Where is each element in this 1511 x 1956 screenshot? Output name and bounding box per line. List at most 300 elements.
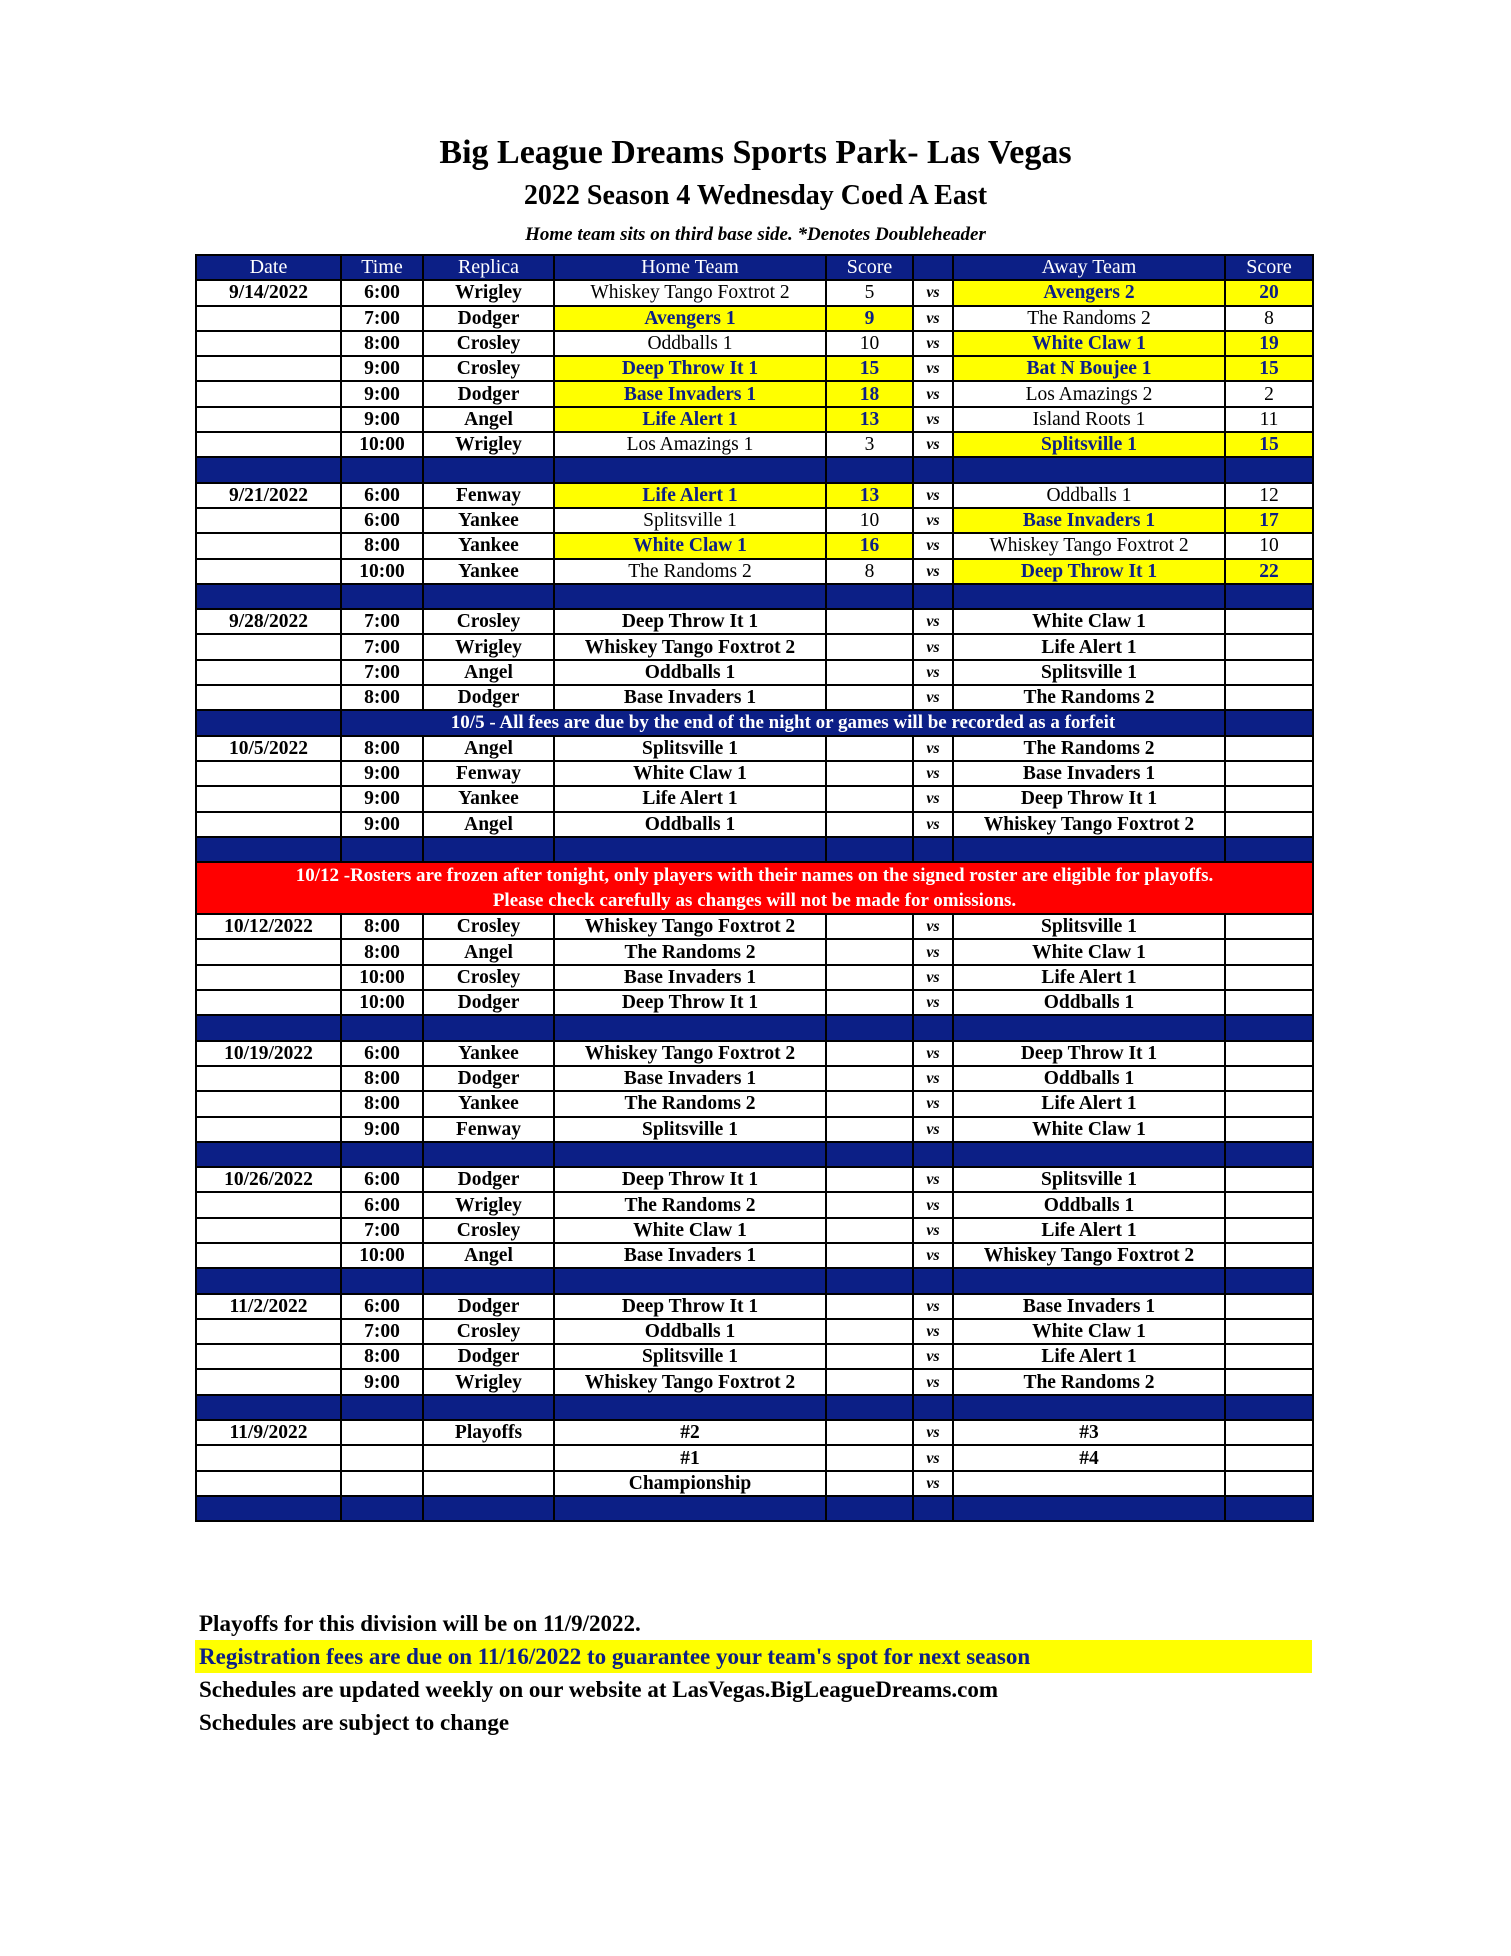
- vs-label: vs: [913, 306, 953, 331]
- home-team: Whiskey Tango Foxtrot 2: [554, 914, 826, 939]
- separator-cell: [196, 1015, 341, 1040]
- separator-cell: [341, 1268, 423, 1293]
- game-field: Crosley: [423, 609, 554, 634]
- game-date: [196, 761, 341, 786]
- game-date: [196, 1471, 341, 1496]
- vs-label: vs: [913, 786, 953, 811]
- vs-label: vs: [913, 1445, 953, 1470]
- game-field: Yankee: [423, 786, 554, 811]
- game-row: [196, 990, 1313, 1015]
- header-away-score: Score: [1225, 255, 1313, 280]
- away-team: The Randoms 2: [953, 736, 1225, 761]
- game-time: [341, 1420, 423, 1445]
- away-score: 11: [1225, 407, 1313, 432]
- separator-row: [196, 1015, 1313, 1040]
- away-score: [1225, 685, 1313, 710]
- home-score: [826, 914, 913, 939]
- game-date: [196, 356, 341, 381]
- away-team: Splitsville 1: [953, 432, 1225, 457]
- game-field: Dodger: [423, 685, 554, 710]
- roster-alert: [196, 862, 1313, 914]
- vs-label: vs: [913, 761, 953, 786]
- home-score: [826, 1344, 913, 1369]
- game-row: [196, 1218, 1313, 1243]
- home-score: [826, 1192, 913, 1217]
- game-row: [196, 1066, 1313, 1091]
- home-score: [826, 634, 913, 659]
- game-field: Dodger: [423, 1294, 554, 1319]
- game-field: Dodger: [423, 990, 554, 1015]
- away-score: [1225, 1445, 1313, 1470]
- home-score: [826, 786, 913, 811]
- home-team: The Randoms 2: [554, 1091, 826, 1116]
- separator-cell: [826, 584, 913, 609]
- vs-label: vs: [913, 559, 953, 584]
- away-team: Base Invaders 1: [953, 508, 1225, 533]
- separator-cell: [341, 584, 423, 609]
- away-score: 15: [1225, 356, 1313, 381]
- game-date: [196, 1117, 341, 1142]
- seating-note: Home team sits on third base side. *Denotes Doubleheader: [525, 224, 986, 245]
- separator-cell: [913, 1015, 953, 1040]
- vs-label: vs: [913, 736, 953, 761]
- home-team: Whiskey Tango Foxtrot 2: [554, 634, 826, 659]
- game-row: [196, 559, 1313, 584]
- game-row: [196, 1294, 1313, 1319]
- footer-registration-note: Registration fees are due on 11/16/2022 to guarantee your team's spot for next season: [195, 1640, 1312, 1673]
- away-team: Life Alert 1: [953, 1344, 1225, 1369]
- home-team: Oddballs 1: [554, 812, 826, 837]
- game-date: [196, 812, 341, 837]
- separator-cell: [554, 1142, 826, 1167]
- game-row: [196, 280, 1313, 305]
- home-team: Base Invaders 1: [554, 965, 826, 990]
- separator-cell: [913, 1142, 953, 1167]
- game-row: [196, 306, 1313, 331]
- notice-cell: [196, 710, 341, 735]
- separator-cell: [554, 1395, 826, 1420]
- home-score: 5: [826, 280, 913, 305]
- home-score: 9: [826, 306, 913, 331]
- away-score: [1225, 634, 1313, 659]
- game-row: [196, 508, 1313, 533]
- separator-row: [196, 837, 1313, 862]
- separator-cell: [196, 457, 341, 482]
- page-title: Big League Dreams Sports Park- Las Vegas: [439, 134, 1072, 171]
- away-score: [1225, 914, 1313, 939]
- footer-website-note: Schedules are updated weekly on our website at LasVegas.BigLeagueDreams.com: [199, 1677, 999, 1702]
- game-field: Fenway: [423, 761, 554, 786]
- game-date: [196, 1243, 341, 1268]
- home-score: 15: [826, 356, 913, 381]
- away-team: Splitsville 1: [953, 660, 1225, 685]
- separator-cell: [1225, 1496, 1313, 1521]
- away-team: Oddballs 1: [953, 1066, 1225, 1091]
- home-score: [826, 1117, 913, 1142]
- away-team: Base Invaders 1: [953, 1294, 1225, 1319]
- separator-row: [196, 1268, 1313, 1293]
- home-team: Deep Throw It 1: [554, 1167, 826, 1192]
- away-score: [1225, 1167, 1313, 1192]
- away-score: [1225, 1344, 1313, 1369]
- game-row: [196, 1420, 1313, 1445]
- vs-label: vs: [913, 280, 953, 305]
- home-score: 13: [826, 407, 913, 432]
- away-score: [1225, 786, 1313, 811]
- game-row: [196, 786, 1313, 811]
- header-date: Date: [196, 255, 341, 280]
- home-score: [826, 660, 913, 685]
- vs-label: vs: [913, 812, 953, 837]
- game-field: Dodger: [423, 1167, 554, 1192]
- vs-label: vs: [913, 1167, 953, 1192]
- away-team: Life Alert 1: [953, 1218, 1225, 1243]
- game-time: 8:00: [341, 1091, 423, 1116]
- game-time: 9:00: [341, 761, 423, 786]
- game-field: Yankee: [423, 559, 554, 584]
- game-field: Dodger: [423, 306, 554, 331]
- game-row: [196, 685, 1313, 710]
- game-row: [196, 1041, 1313, 1066]
- game-field: Yankee: [423, 1091, 554, 1116]
- game-row: [196, 356, 1313, 381]
- separator-cell: [341, 1015, 423, 1040]
- home-team: Life Alert 1: [554, 483, 826, 508]
- away-team: #3: [953, 1420, 1225, 1445]
- game-row: [196, 1369, 1313, 1394]
- home-team: Deep Throw It 1: [554, 356, 826, 381]
- notice-cell: [1225, 710, 1313, 735]
- home-score: [826, 1420, 913, 1445]
- away-team: [953, 1471, 1225, 1496]
- home-team: Whiskey Tango Foxtrot 2: [554, 280, 826, 305]
- home-team: Deep Throw It 1: [554, 1294, 826, 1319]
- separator-cell: [196, 837, 341, 862]
- home-score: [826, 1066, 913, 1091]
- away-team: The Randoms 2: [953, 1369, 1225, 1394]
- home-score: [826, 1167, 913, 1192]
- game-field: Dodger: [423, 1344, 554, 1369]
- separator-cell: [423, 1268, 554, 1293]
- home-team: Deep Throw It 1: [554, 609, 826, 634]
- game-date: [196, 1218, 341, 1243]
- separator-cell: [423, 1142, 554, 1167]
- game-row: [196, 634, 1313, 659]
- separator-cell: [826, 1142, 913, 1167]
- home-score: [826, 1294, 913, 1319]
- game-time: 7:00: [341, 306, 423, 331]
- away-team: Life Alert 1: [953, 1091, 1225, 1116]
- game-date: 9/14/2022: [196, 280, 341, 305]
- vs-label: vs: [913, 432, 953, 457]
- home-team: #1: [554, 1445, 826, 1470]
- away-score: [1225, 761, 1313, 786]
- home-team: The Randoms 2: [554, 1192, 826, 1217]
- game-time: 6:00: [341, 280, 423, 305]
- game-date: 10/12/2022: [196, 914, 341, 939]
- game-field: Crosley: [423, 965, 554, 990]
- game-date: [196, 634, 341, 659]
- game-row: [196, 432, 1313, 457]
- game-date: [196, 685, 341, 710]
- home-team: The Randoms 2: [554, 559, 826, 584]
- game-field: Angel: [423, 939, 554, 964]
- game-field: Wrigley: [423, 432, 554, 457]
- vs-label: vs: [913, 1041, 953, 1066]
- game-time: 9:00: [341, 1117, 423, 1142]
- game-time: 6:00: [341, 1041, 423, 1066]
- home-team: Oddballs 1: [554, 331, 826, 356]
- game-time: 6:00: [341, 483, 423, 508]
- game-row: [196, 381, 1313, 406]
- away-team: Life Alert 1: [953, 965, 1225, 990]
- game-field: Angel: [423, 660, 554, 685]
- separator-cell: [423, 1395, 554, 1420]
- game-date: 9/21/2022: [196, 483, 341, 508]
- home-score: 3: [826, 432, 913, 457]
- away-score: [1225, 1192, 1313, 1217]
- game-date: 9/28/2022: [196, 609, 341, 634]
- vs-label: vs: [913, 1192, 953, 1217]
- roster-alert-row: [196, 862, 1313, 914]
- separator-cell: [826, 1395, 913, 1420]
- fees-notice-text: 10/5 - All fees are due by the end of the night or games will be recorded as a forfeit: [341, 710, 1225, 735]
- vs-label: vs: [913, 483, 953, 508]
- game-field: Crosley: [423, 331, 554, 356]
- game-time: 10:00: [341, 1243, 423, 1268]
- game-row: [196, 533, 1313, 558]
- away-team: Deep Throw It 1: [953, 786, 1225, 811]
- home-score: 18: [826, 381, 913, 406]
- home-team: Whiskey Tango Foxtrot 2: [554, 1041, 826, 1066]
- away-score: 12: [1225, 483, 1313, 508]
- game-row: [196, 939, 1313, 964]
- away-team: Base Invaders 1: [953, 761, 1225, 786]
- footer-playoffs-note: Playoffs for this division will be on 11/9/2022.: [199, 1611, 641, 1636]
- game-field: Wrigley: [423, 1369, 554, 1394]
- game-date: [196, 432, 341, 457]
- away-team: Island Roots 1: [953, 407, 1225, 432]
- vs-label: vs: [913, 1319, 953, 1344]
- away-team: Whiskey Tango Foxtrot 2: [953, 812, 1225, 837]
- separator-cell: [913, 584, 953, 609]
- vs-label: vs: [913, 1294, 953, 1319]
- separator-cell: [913, 1496, 953, 1521]
- game-time: 7:00: [341, 1218, 423, 1243]
- away-score: 8: [1225, 306, 1313, 331]
- home-team: The Randoms 2: [554, 939, 826, 964]
- separator-cell: [953, 837, 1225, 862]
- game-date: [196, 965, 341, 990]
- home-score: [826, 1041, 913, 1066]
- home-team: White Claw 1: [554, 761, 826, 786]
- away-score: [1225, 1041, 1313, 1066]
- vs-label: vs: [913, 1420, 953, 1445]
- separator-cell: [554, 837, 826, 862]
- vs-label: vs: [913, 685, 953, 710]
- home-score: [826, 1243, 913, 1268]
- separator-cell: [826, 1496, 913, 1521]
- game-time: 7:00: [341, 609, 423, 634]
- game-date: [196, 1319, 341, 1344]
- away-score: 17: [1225, 508, 1313, 533]
- separator-cell: [341, 1496, 423, 1521]
- away-team: #4: [953, 1445, 1225, 1470]
- vs-label: vs: [913, 609, 953, 634]
- away-team: Oddballs 1: [953, 990, 1225, 1015]
- home-score: [826, 1319, 913, 1344]
- separator-cell: [1225, 1268, 1313, 1293]
- game-field: Angel: [423, 812, 554, 837]
- separator-cell: [1225, 1395, 1313, 1420]
- game-date: [196, 660, 341, 685]
- separator-row: [196, 584, 1313, 609]
- away-score: [1225, 1294, 1313, 1319]
- home-score: [826, 965, 913, 990]
- separator-cell: [1225, 837, 1313, 862]
- away-team: White Claw 1: [953, 1117, 1225, 1142]
- game-time: 6:00: [341, 1294, 423, 1319]
- away-team: The Randoms 2: [953, 306, 1225, 331]
- footer-change-note: Schedules are subject to change: [199, 1710, 510, 1735]
- roster-alert-line1: 10/12 -Rosters are frozen after tonight, only players with their names on the signed roster are eligible for playoffs.: [295, 865, 1214, 887]
- game-time: 8:00: [341, 914, 423, 939]
- away-team: Splitsville 1: [953, 1167, 1225, 1192]
- separator-cell: [953, 1395, 1225, 1420]
- away-score: [1225, 1117, 1313, 1142]
- home-team: Avengers 1: [554, 306, 826, 331]
- game-field: Yankee: [423, 1041, 554, 1066]
- separator-cell: [554, 584, 826, 609]
- header-time: Time: [341, 255, 423, 280]
- game-row: [196, 331, 1313, 356]
- home-team: White Claw 1: [554, 533, 826, 558]
- home-score: 8: [826, 559, 913, 584]
- game-time: 7:00: [341, 660, 423, 685]
- vs-label: vs: [913, 1471, 953, 1496]
- separator-cell: [554, 457, 826, 482]
- game-time: 7:00: [341, 1319, 423, 1344]
- separator-cell: [913, 457, 953, 482]
- game-date: [196, 990, 341, 1015]
- separator-cell: [913, 1268, 953, 1293]
- away-team: Avengers 2: [953, 280, 1225, 305]
- separator-cell: [196, 1142, 341, 1167]
- vs-label: vs: [913, 990, 953, 1015]
- vs-label: vs: [913, 356, 953, 381]
- away-score: [1225, 609, 1313, 634]
- game-time: [341, 1471, 423, 1496]
- home-team: Los Amazings 1: [554, 432, 826, 457]
- home-team: Base Invaders 1: [554, 1243, 826, 1268]
- separator-row: [196, 1142, 1313, 1167]
- game-date: [196, 1091, 341, 1116]
- vs-label: vs: [913, 1117, 953, 1142]
- roster-alert-line2: Please check carefully as changes will not be made for omissions.: [492, 890, 1017, 912]
- home-team: Splitsville 1: [554, 736, 826, 761]
- home-team: Whiskey Tango Foxtrot 2: [554, 1369, 826, 1394]
- separator-cell: [953, 1496, 1225, 1521]
- vs-label: vs: [913, 1091, 953, 1116]
- home-team: Base Invaders 1: [554, 381, 826, 406]
- home-score: 13: [826, 483, 913, 508]
- separator-cell: [826, 837, 913, 862]
- vs-label: vs: [913, 1218, 953, 1243]
- vs-label: vs: [913, 508, 953, 533]
- separator-cell: [341, 457, 423, 482]
- game-row: [196, 407, 1313, 432]
- home-score: [826, 1369, 913, 1394]
- game-date: [196, 559, 341, 584]
- game-date: [196, 306, 341, 331]
- game-time: 6:00: [341, 1167, 423, 1192]
- home-team: Deep Throw It 1: [554, 990, 826, 1015]
- game-date: [196, 1066, 341, 1091]
- away-score: [1225, 1218, 1313, 1243]
- game-time: 9:00: [341, 786, 423, 811]
- game-time: 6:00: [341, 508, 423, 533]
- away-team: White Claw 1: [953, 939, 1225, 964]
- vs-label: vs: [913, 1369, 953, 1394]
- game-field: Wrigley: [423, 280, 554, 305]
- game-time: 9:00: [341, 381, 423, 406]
- home-score: 10: [826, 508, 913, 533]
- game-date: [196, 533, 341, 558]
- away-team: Deep Throw It 1: [953, 559, 1225, 584]
- separator-cell: [196, 1268, 341, 1293]
- separator-cell: [826, 457, 913, 482]
- game-row: [196, 736, 1313, 761]
- game-date: 11/9/2022: [196, 1420, 341, 1445]
- away-score: [1225, 736, 1313, 761]
- game-row: [196, 1117, 1313, 1142]
- separator-cell: [554, 1268, 826, 1293]
- separator-cell: [1225, 1142, 1313, 1167]
- home-score: [826, 990, 913, 1015]
- separator-cell: [423, 457, 554, 482]
- home-team: Life Alert 1: [554, 407, 826, 432]
- separator-row: [196, 1395, 1313, 1420]
- away-score: [1225, 1369, 1313, 1394]
- away-score: [1225, 1066, 1313, 1091]
- table-header-row: [196, 255, 1313, 280]
- game-field: Fenway: [423, 483, 554, 508]
- game-date: 10/5/2022: [196, 736, 341, 761]
- game-time: 10:00: [341, 990, 423, 1015]
- game-date: [196, 1445, 341, 1470]
- away-score: [1225, 1420, 1313, 1445]
- away-team: White Claw 1: [953, 331, 1225, 356]
- away-score: [1225, 965, 1313, 990]
- game-time: 8:00: [341, 533, 423, 558]
- separator-row: [196, 457, 1313, 482]
- separator-cell: [913, 837, 953, 862]
- home-team: Splitsville 1: [554, 1344, 826, 1369]
- separator-cell: [196, 1395, 341, 1420]
- game-field: Wrigley: [423, 1192, 554, 1217]
- game-time: 6:00: [341, 1192, 423, 1217]
- separator-cell: [1225, 1015, 1313, 1040]
- separator-cell: [826, 1268, 913, 1293]
- away-score: 2: [1225, 381, 1313, 406]
- separator-cell: [196, 584, 341, 609]
- game-field: Angel: [423, 1243, 554, 1268]
- away-score: [1225, 1319, 1313, 1344]
- away-team: White Claw 1: [953, 609, 1225, 634]
- game-date: [196, 407, 341, 432]
- header-home-team: Home Team: [554, 255, 826, 280]
- game-time: [341, 1445, 423, 1470]
